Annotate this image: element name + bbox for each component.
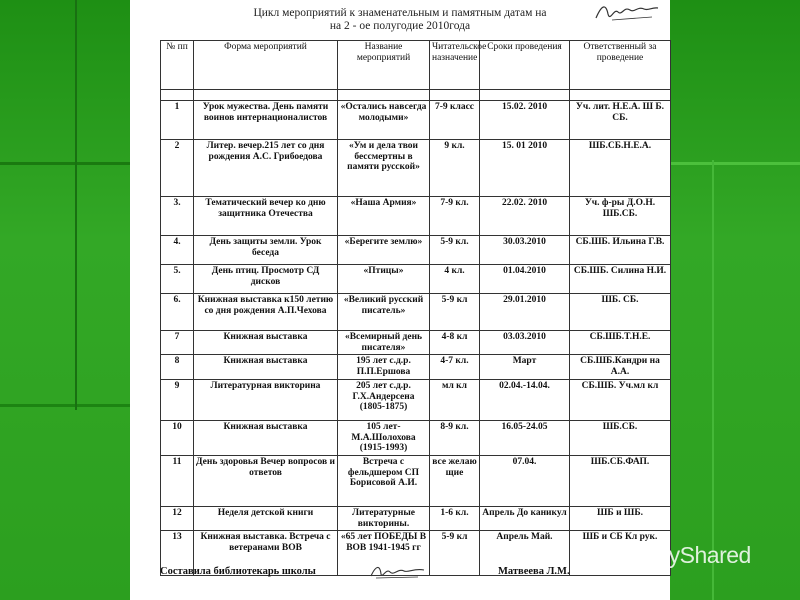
table-cell: Встреча с фельдшером СП Борисовой А.И. [338, 456, 430, 507]
decorative-stripe [670, 162, 800, 165]
myshared-logo-icon [608, 541, 642, 575]
table-cell: 105 лет- М.А.Шолохова (1915-1993) [338, 421, 430, 456]
table-cell: ШБ и ШБ. [570, 507, 671, 531]
table-cell: Книжная выставка [194, 355, 338, 380]
table-row [161, 101, 671, 140]
table-cell: 9 [161, 380, 194, 421]
table-row [161, 140, 671, 197]
table-row [161, 380, 671, 421]
table-cell: Книжная выставка. Встреча с ветеранами ВОВ [194, 531, 338, 576]
table-cell: «Остались навсегда молодыми» [338, 101, 430, 140]
table-cell: «Ум и дела твои бессмертны в памяти русской» [338, 140, 430, 197]
table-cell: День защиты земли. Урок беседа [194, 236, 338, 265]
table-cell: СБ.ШБ. Уч.мл кл [570, 380, 671, 421]
table-cell: 30.03.2010 [480, 236, 570, 265]
table-cell: все желаю щие [430, 456, 480, 507]
events-table [160, 40, 671, 576]
table-cell: 4 кл. [430, 265, 480, 294]
table-row [161, 507, 671, 531]
column-header: Ответственный за проведение [570, 41, 671, 90]
table-cell: День здоровья Вечер вопросов и ответов [194, 456, 338, 507]
table-cell: 6. [161, 294, 194, 331]
table-cell: «Всемирный день писателя» [338, 331, 430, 355]
table-cell: Книжная выставка к150 летию со дня рождения А.П.Чехова [194, 294, 338, 331]
table-cell: Литературные викторины. [338, 507, 430, 531]
myshared-watermark [608, 538, 798, 578]
table-cell: Книжная выставка [194, 331, 338, 355]
table-row [161, 236, 671, 265]
table-spacer-row [161, 90, 671, 101]
table-cell: Литературная викторина [194, 380, 338, 421]
table-cell: 02.04.-14.04. [480, 380, 570, 421]
decorative-line [75, 0, 77, 410]
table-cell: 4-8 кл [430, 331, 480, 355]
table-row [161, 456, 671, 507]
table-cell: 29.01.2010 [480, 294, 570, 331]
table-cell: День птиц. Просмотр СД дисков [194, 265, 338, 294]
table-header-row [161, 41, 671, 90]
table-cell: 7-9 класс [430, 101, 480, 140]
table-row [161, 197, 671, 236]
events-table-wrapper [160, 40, 670, 576]
table-cell: 07.04. [480, 456, 570, 507]
decorative-stripe [0, 162, 130, 165]
column-header: Читательское назначение [430, 41, 480, 90]
table-cell: 9 кл. [430, 140, 480, 197]
table-cell: 3. [161, 197, 194, 236]
table-cell: Книжная выставка [194, 421, 338, 456]
table-cell: Уч. лит. Н.Е.А. Ш Б. СБ. [570, 101, 671, 140]
title-line-1: Цикл мероприятий к знаменательным и памятным датам на [253, 7, 547, 19]
table-cell: 2 [161, 140, 194, 197]
table-cell: СБ.ШБ. Ильина Г.В. [570, 236, 671, 265]
decorative-stripe [0, 404, 130, 407]
table-cell: Апрель До каникул [480, 507, 570, 531]
table-body [161, 90, 671, 576]
table-cell: Неделя детской книги [194, 507, 338, 531]
table-cell: СБ.ШБ.Т.Н.Е. [570, 331, 671, 355]
table-row [161, 355, 671, 380]
title-line-2: на 2 - ое полугодие 2010года [329, 20, 471, 32]
decorative-line [712, 160, 714, 600]
table-cell: ШБ.СБ. [570, 421, 671, 456]
table-cell: 1-6 кл. [430, 507, 480, 531]
librarian-name: Матвеева Л.М. [498, 566, 570, 577]
table-row [161, 294, 671, 331]
green-background-right [670, 0, 800, 600]
signature-icon [592, 0, 662, 26]
green-background-left [0, 0, 130, 600]
column-header: № пп [161, 41, 194, 90]
table-cell: Апрель Май. [480, 531, 570, 576]
table-cell: 5-9 кл [430, 531, 480, 576]
table-cell: Литер. вечер.215 лет со дня рождения А.С. Грибоедова [194, 140, 338, 197]
table-cell: 8 [161, 355, 194, 380]
myshared-text: MyShared [650, 542, 751, 568]
table-cell: 10 [161, 421, 194, 456]
table-cell: «Наша Армия» [338, 197, 430, 236]
table-cell: 7 [161, 331, 194, 355]
table-cell: 4-7 кл. [430, 355, 480, 380]
table-cell: 15. 01 2010 [480, 140, 570, 197]
table-cell: 22.02. 2010 [480, 197, 570, 236]
table-cell: СБ.ШБ. Силина Н.И. [570, 265, 671, 294]
table-cell: «Берегите землю» [338, 236, 430, 265]
signature-icon [368, 562, 428, 582]
table-cell: 205 лет с.д.р. Г.Х.Андерсена (1805-1875) [338, 380, 430, 421]
column-header: Название мероприятий [338, 41, 430, 90]
table-cell: Тематический вечер ко дню защитника Отечества [194, 197, 338, 236]
table-row [161, 265, 671, 294]
table-cell: мл кл [430, 380, 480, 421]
table-cell: СБ.ШБ.Кандри на А.А. [570, 355, 671, 380]
table-cell: 8-9 кл. [430, 421, 480, 456]
table-cell: 1 [161, 101, 194, 140]
table-cell: Март [480, 355, 570, 380]
table-cell: 13 [161, 531, 194, 576]
table-cell: 5. [161, 265, 194, 294]
table-cell: 12 [161, 507, 194, 531]
table-cell: 11 [161, 456, 194, 507]
table-cell: 03.03.2010 [480, 331, 570, 355]
document-title [230, 7, 570, 33]
table-cell: 4. [161, 236, 194, 265]
table-cell: «65 лет ПОБЕДЫ В ВОВ 1941-1945 гг [338, 531, 430, 576]
table-cell: ШБ.СБ.ФАП. [570, 456, 671, 507]
table-cell: 7-9 кл. [430, 197, 480, 236]
table-cell: 16.05-24.05 [480, 421, 570, 456]
table-cell: ШБ. СБ. [570, 294, 671, 331]
table-cell: ШБ.СБ.Н.Е.А. [570, 140, 671, 197]
table-cell: ШБ и СБ Кл рук. [570, 531, 671, 576]
document-page [130, 0, 670, 600]
table-row [161, 421, 671, 456]
compiled-by-label: Составила библиотекарь школы [160, 566, 316, 577]
table-cell: 5-9 кл. [430, 236, 480, 265]
table-cell: 5-9 кл [430, 294, 480, 331]
table-cell: Уч. ф-ры Д.О.Н. ШБ.СБ. [570, 197, 671, 236]
table-cell: 195 лет с.д.р. П.П.Ершова [338, 355, 430, 380]
table-cell: 15.02. 2010 [480, 101, 570, 140]
table-cell: 01.04.2010 [480, 265, 570, 294]
table-row [161, 331, 671, 355]
table-cell: «Птицы» [338, 265, 430, 294]
column-header: Форма мероприятий [194, 41, 338, 90]
table-cell: «Великий русский писатель» [338, 294, 430, 331]
table-cell: Урок мужества. День памяти воинов интернационалистов [194, 101, 338, 140]
column-header: Сроки проведения [480, 41, 570, 90]
